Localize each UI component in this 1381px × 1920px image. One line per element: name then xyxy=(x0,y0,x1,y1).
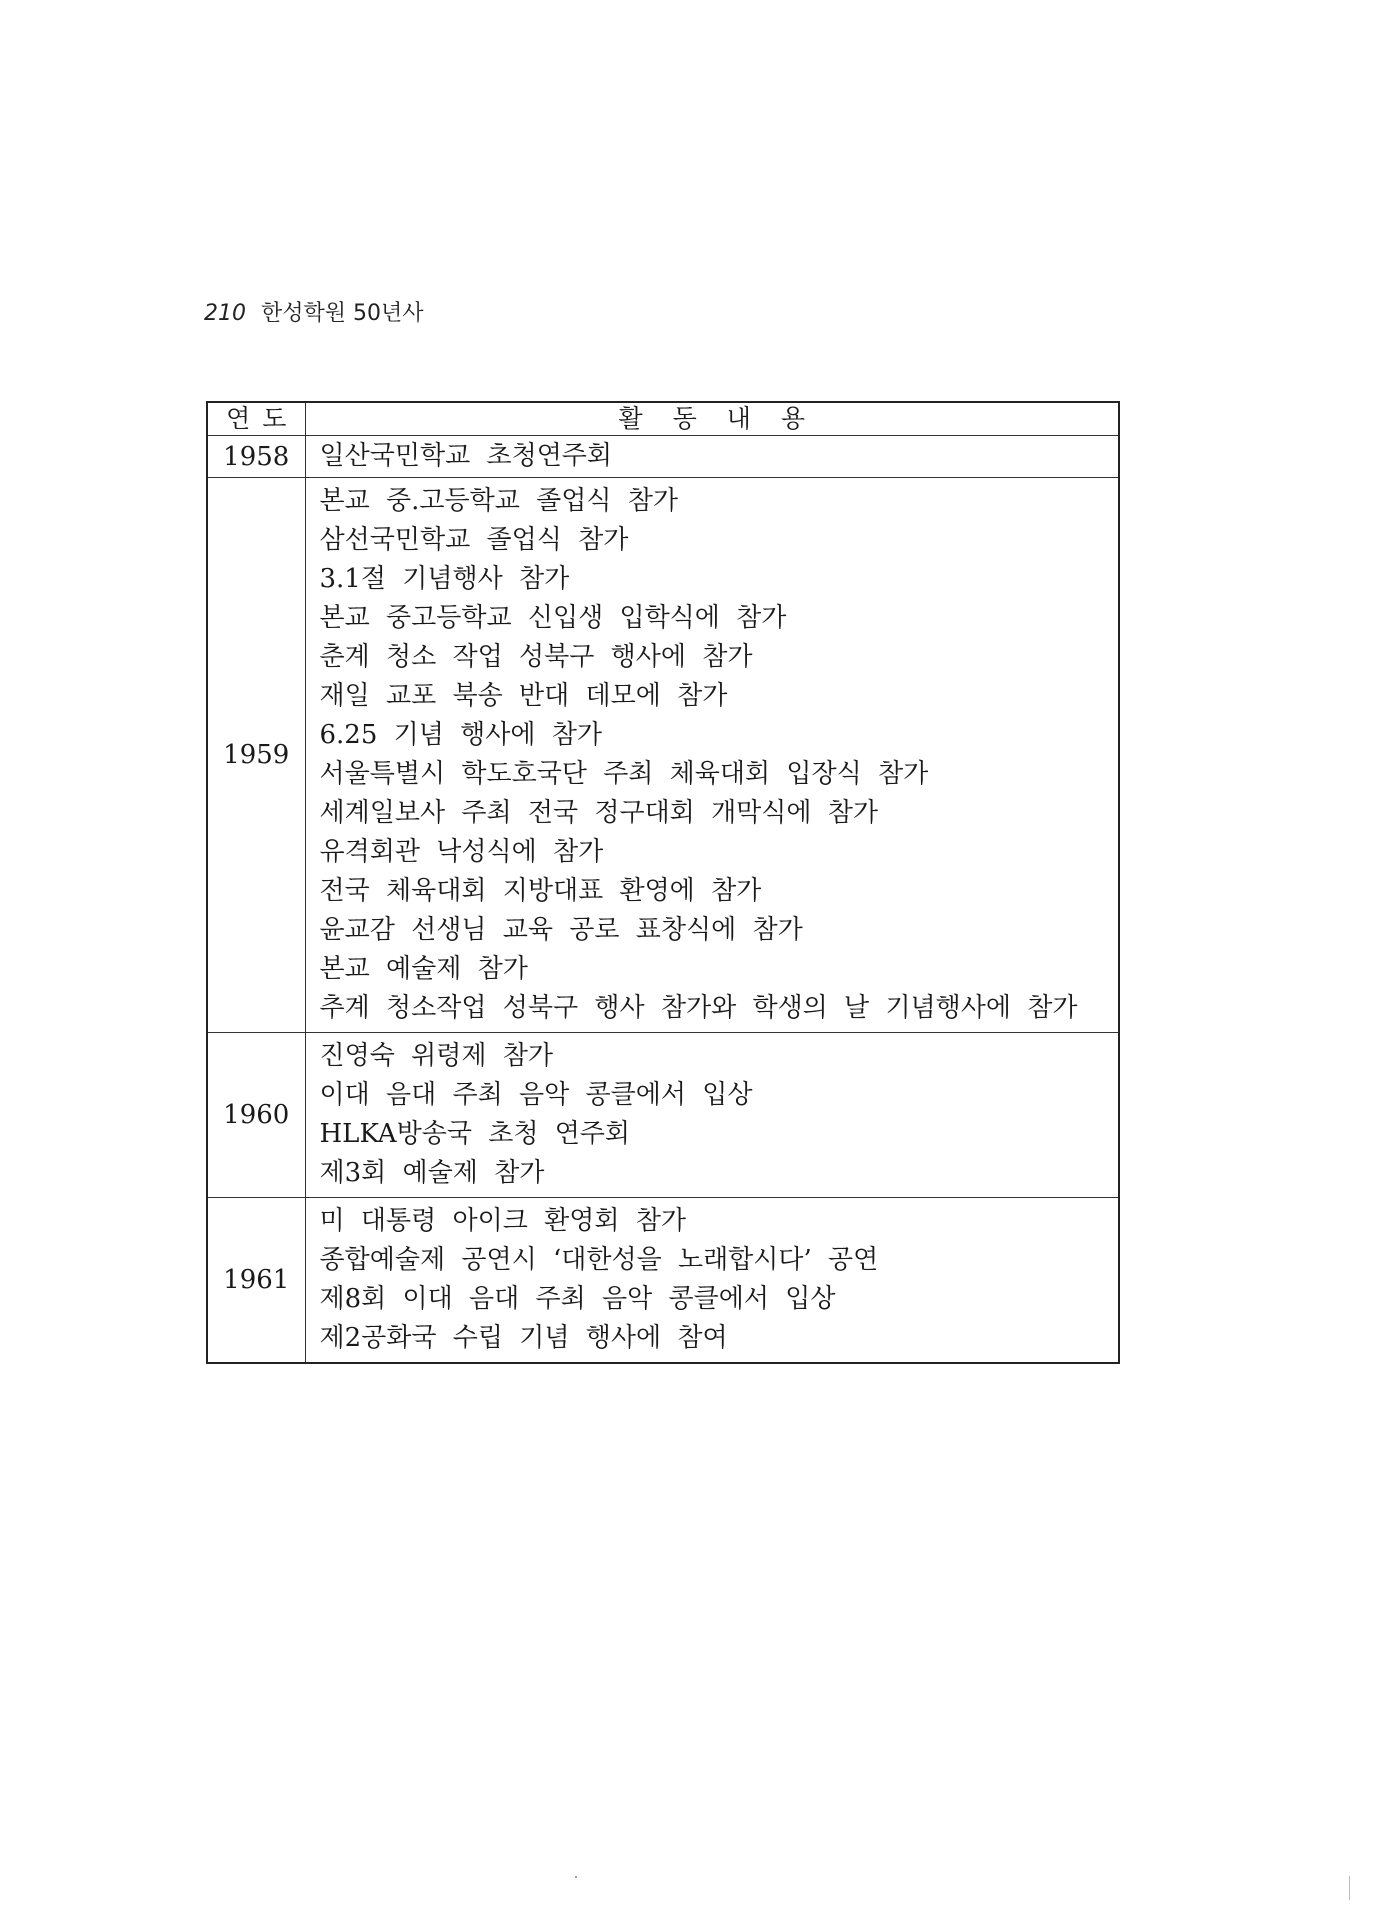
activity-item: 서울특별시 학도호국단 주최 체육대회 입장식 참가 xyxy=(319,759,929,789)
year-cell: 1959 xyxy=(207,478,305,1033)
activity-item: 6.25 기념 행사에 참가 xyxy=(319,720,602,750)
table-row xyxy=(207,1033,1119,1198)
activities-cell xyxy=(305,436,1119,478)
activity-history-table xyxy=(206,401,1120,1364)
activity-item: 일산국민학교 초청연주회 xyxy=(319,441,613,471)
activities-cell xyxy=(305,1033,1119,1198)
activity-item: 추계 청소작업 성북구 행사 참가와 학생의 날 기념행사에 참가 xyxy=(319,993,1078,1023)
activity-item: 이대 음대 주최 음악 콩클에서 입상 xyxy=(319,1080,753,1110)
activity-item: 재일 교포 북송 반대 데모에 참가 xyxy=(319,681,728,711)
page-edge-mark xyxy=(1349,1876,1350,1900)
activity-item: 본교 중고등학교 신입생 입학식에 참가 xyxy=(319,603,787,633)
table-row xyxy=(207,1198,1119,1364)
activity-item: HLKA방송국 초청 연주회 xyxy=(319,1119,631,1149)
book-title: 한성학원 50년사 xyxy=(261,301,424,326)
activity-item: 세계일보사 주최 전국 정구대회 개막식에 참가 xyxy=(319,798,879,828)
table-body xyxy=(207,436,1119,1364)
table-row xyxy=(207,436,1119,478)
year-cell: 1960 xyxy=(207,1033,305,1198)
activity-item: 제3회 예술제 참가 xyxy=(319,1158,545,1188)
table-header-row xyxy=(207,402,1119,436)
scan-speck xyxy=(575,1876,577,1878)
activity-item: 3.1절 기념행사 참가 xyxy=(319,564,570,594)
activity-item: 제8회 이대 음대 주최 음악 콩클에서 입상 xyxy=(319,1284,836,1314)
activity-item: 종합예술제 공연시 ‘대한성을 노래합시다’ 공연 xyxy=(319,1245,879,1275)
activity-item: 본교 중.고등학교 졸업식 참가 xyxy=(319,486,678,516)
year-cell: 1958 xyxy=(207,436,305,478)
activity-item: 제2공화국 수립 기념 행사에 참여 xyxy=(319,1323,728,1353)
activity-item: 삼선국민학교 졸업식 참가 xyxy=(319,525,629,555)
year-column-header: 연도 xyxy=(207,402,305,436)
activity-item: 본교 예술제 참가 xyxy=(319,954,528,984)
year-cell: 1961 xyxy=(207,1198,305,1364)
activity-item: 미 대통령 아이크 환영회 참가 xyxy=(319,1206,686,1236)
running-header xyxy=(204,296,424,327)
activity-item: 윤교감 선생님 교육 공로 표창식에 참가 xyxy=(319,915,803,945)
activity-item: 춘계 청소 작업 성북구 행사에 참가 xyxy=(319,642,753,672)
activity-column-header: 활동내용 xyxy=(305,402,1119,436)
activity-item: 유격회관 낙성식에 참가 xyxy=(319,837,604,867)
activities-cell xyxy=(305,1198,1119,1364)
activities-cell xyxy=(305,478,1119,1033)
page-number: 210 xyxy=(204,301,246,326)
activity-item: 전국 체육대회 지방대표 환영에 참가 xyxy=(319,876,762,906)
activity-item: 진영숙 위령제 참가 xyxy=(319,1041,553,1071)
table-row xyxy=(207,478,1119,1033)
